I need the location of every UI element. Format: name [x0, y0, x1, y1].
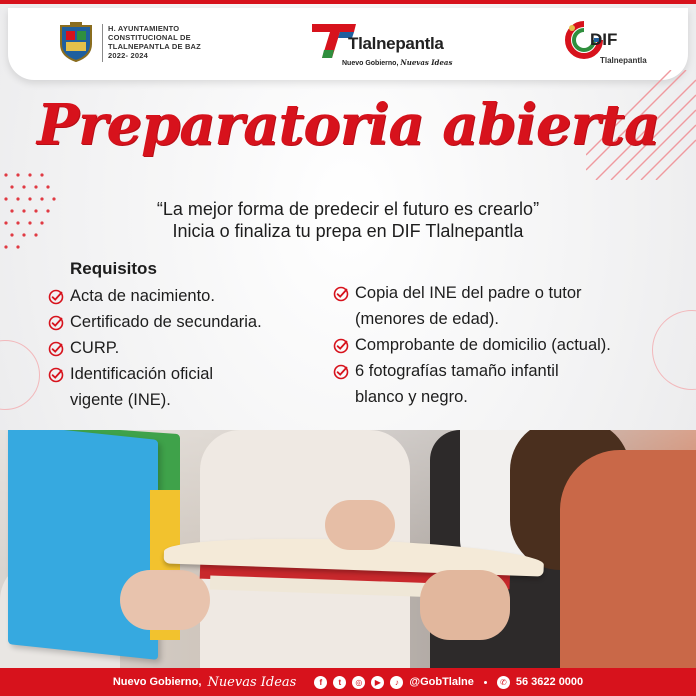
photo-hand [325, 500, 395, 550]
photo-hand [420, 570, 510, 640]
slogan-bold: Nuevo Gobierno, [342, 60, 399, 67]
ayuntamiento-line: CONSTITUCIONAL DE [108, 33, 191, 42]
ayuntamiento-line: TLALNEPANTLA DE BAZ [108, 42, 201, 51]
requirement-item [333, 332, 673, 358]
requirement-text: Acta de nacimiento. [70, 287, 215, 305]
requirements-list-left [48, 283, 318, 413]
tlalnepantla-name: Tlalnepantla [348, 34, 444, 53]
footer-slogan-bold: Nuevo Gobierno, [112, 676, 202, 688]
instagram-icon[interactable]: ◎ [352, 676, 365, 689]
social-handle[interactable]: @GobTlalne [409, 676, 474, 688]
check-circle-icon [333, 338, 349, 354]
footer-bar [0, 668, 696, 696]
decorative-ring [0, 340, 40, 410]
check-circle-icon [48, 315, 64, 331]
quote-block [0, 198, 696, 242]
youtube-icon[interactable]: ▶ [371, 676, 384, 689]
dif-subtitle: Tlalnepantla [600, 56, 647, 65]
requirement-text: 6 fotografías tamaño infantil [355, 362, 559, 380]
requirement-item [48, 335, 318, 361]
coat-of-arms-icon [58, 22, 94, 62]
footer-separator [484, 681, 487, 684]
requirement-text: Identificación oficial [70, 365, 214, 383]
tagline-line: Inicia o finaliza tu prepa en DIF Tlalnepantla [172, 221, 524, 241]
requirement-text: Certificado de secundaria. [70, 313, 262, 331]
tiktok-icon[interactable]: ♪ [390, 676, 403, 689]
tlalnepantla-slogan [342, 58, 452, 67]
check-circle-icon [333, 286, 349, 302]
requirement-item [48, 361, 318, 413]
twitter-icon[interactable]: t [333, 676, 346, 689]
ayuntamiento-line: H. AYUNTAMIENTO [108, 24, 180, 33]
dif-logo [564, 20, 654, 72]
phone-icon: ✆ [497, 676, 510, 689]
check-circle-icon [48, 289, 64, 305]
top-stripe [0, 0, 696, 4]
requirement-text: Comprobante de domicilio (actual). [355, 336, 611, 354]
requirement-text: blanco y negro. [355, 388, 468, 406]
requirement-item [333, 280, 673, 332]
requirements-list-right [333, 280, 673, 410]
requirement-text: (menores de edad). [355, 310, 499, 328]
check-circle-icon [333, 364, 349, 380]
requirements-heading: Requisitos [70, 259, 157, 278]
footer-slogan-italic: Nuevas Ideas [207, 674, 297, 690]
facebook-icon[interactable]: f [314, 676, 327, 689]
logo-divider [102, 24, 103, 62]
photo-orange-shirt [560, 450, 696, 668]
tlalnepantla-logo [310, 18, 453, 70]
requirement-text: vigente (INE). [70, 391, 171, 409]
dif-name: DIF [590, 30, 618, 49]
ayuntamiento-logo [58, 20, 248, 70]
students-photo [0, 430, 696, 668]
requirement-text: CURP. [70, 339, 120, 357]
requirement-item [333, 358, 673, 410]
ayuntamiento-line: 2022- 2024 [108, 51, 148, 60]
photo-hand [120, 570, 210, 630]
requirement-item [48, 309, 318, 335]
check-circle-icon [48, 367, 64, 383]
ayuntamiento-text [108, 24, 201, 60]
requirement-text: Copia del INE del padre o tutor [355, 284, 582, 302]
slogan-italic: Nuevas Ideas [400, 58, 453, 67]
quote-line: “La mejor forma de predecir el futuro es crearlo” [156, 199, 540, 219]
phone-number[interactable]: 56 3622 0000 [515, 676, 584, 688]
page-title: Preparatoria abierta [36, 92, 660, 158]
requirement-item [48, 283, 318, 309]
check-circle-icon [48, 341, 64, 357]
